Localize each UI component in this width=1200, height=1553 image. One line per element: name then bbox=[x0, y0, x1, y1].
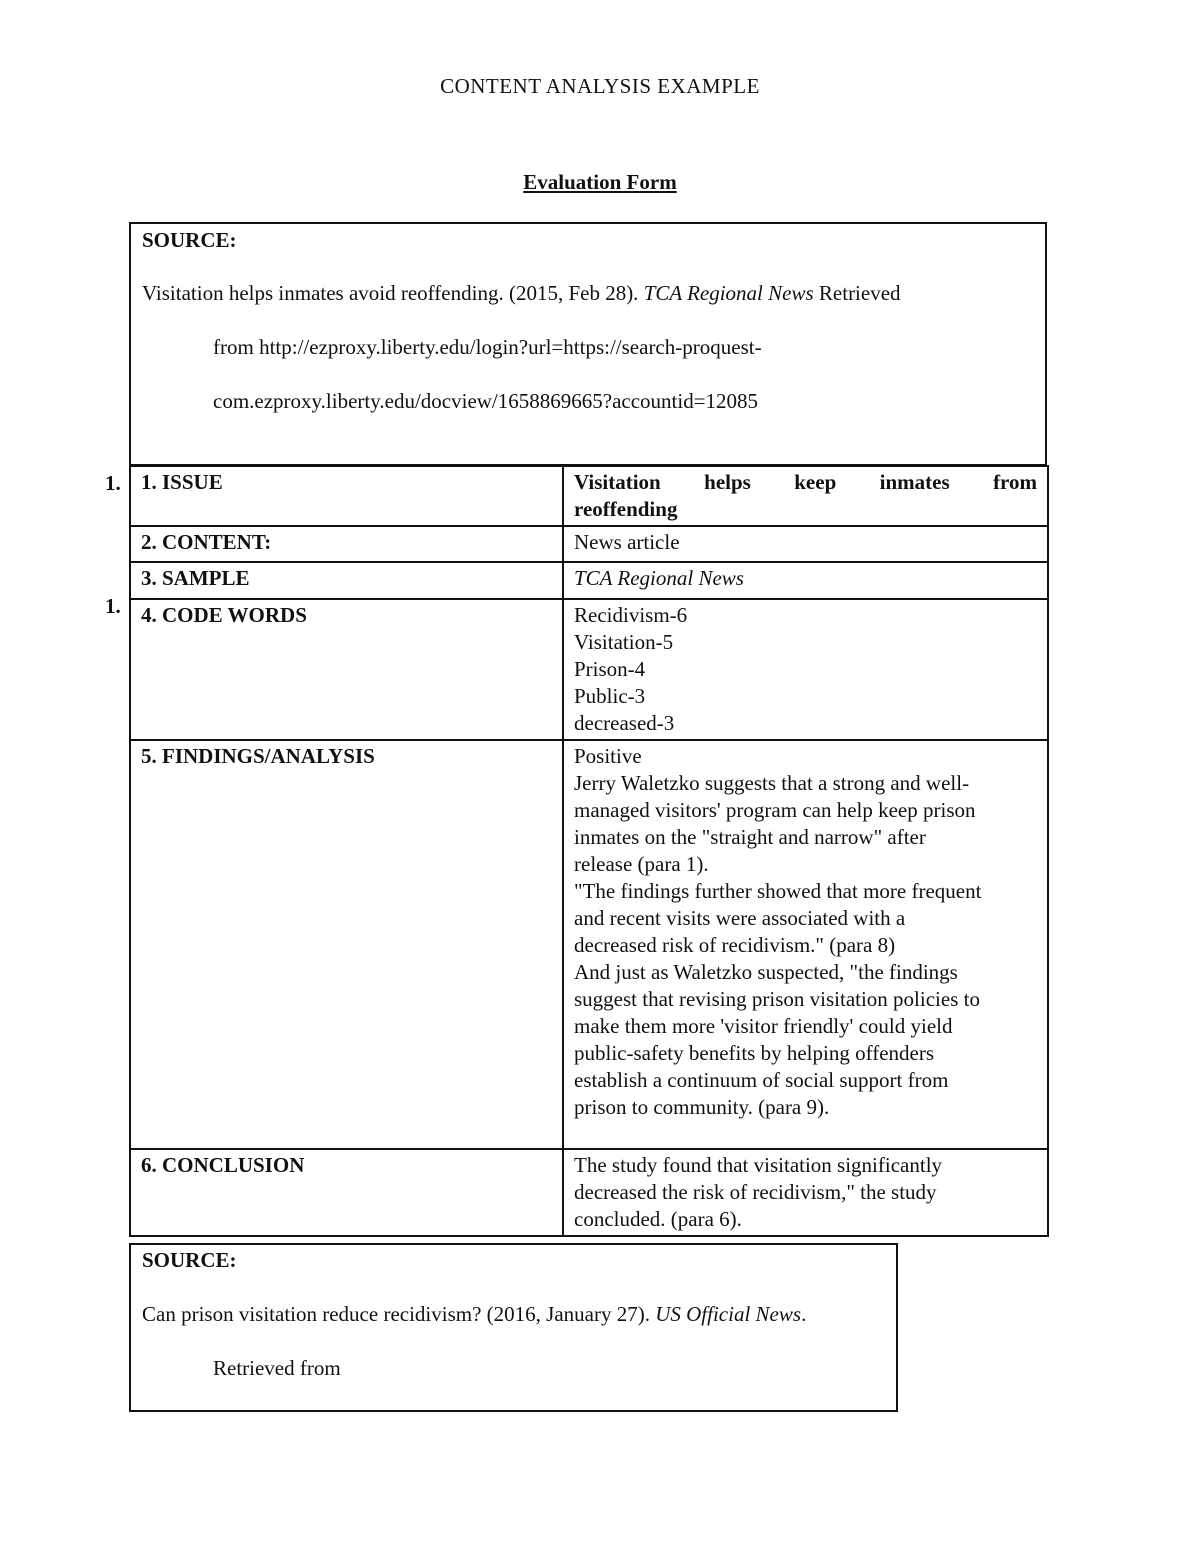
table-row-code-words bbox=[130, 599, 1048, 740]
findings-line: And just as Waletzko suspected, "the findings bbox=[574, 960, 958, 984]
source-box bbox=[129, 222, 1047, 466]
row-label-conclusion: 6. CONCLUSION bbox=[130, 1149, 563, 1236]
findings-line: "The findings further showed that more frequent bbox=[574, 879, 982, 903]
source-label: SOURCE: bbox=[142, 228, 237, 252]
source-url-line-2: com.ezproxy.liberty.edu/docview/1658869665?accountid=12085 bbox=[213, 389, 759, 413]
list-marker-issue: 1. bbox=[105, 471, 121, 495]
evaluation-table bbox=[129, 465, 1049, 1237]
row-value-findings bbox=[563, 740, 1048, 1149]
second-source-box bbox=[129, 1243, 898, 1412]
row-label-issue: 1. ISSUE bbox=[130, 466, 563, 526]
row-label-content: 2. CONTENT: bbox=[130, 526, 563, 562]
source-label: SOURCE: bbox=[142, 1248, 237, 1272]
findings-line: make them more 'visitor friendly' could yield bbox=[574, 1014, 953, 1038]
publication-name: US Official News bbox=[655, 1302, 802, 1326]
row-label-code-words: 4. CODE WORDS bbox=[130, 599, 563, 740]
source-url-line-1: from http://ezproxy.liberty.edu/login?url=https://search-proquest- bbox=[213, 335, 762, 359]
code-word: Public-3 bbox=[574, 684, 646, 708]
source-retrieved: Retrieved from bbox=[213, 1356, 341, 1380]
table-row-findings bbox=[130, 740, 1048, 1149]
table-row-issue bbox=[130, 466, 1048, 526]
source-citation: Visitation helps inmates avoid reoffending. (2015, Feb 28). TCA Regional News Retrieved bbox=[142, 281, 901, 305]
list-marker-code-words: 1. bbox=[105, 594, 121, 618]
table-row-conclusion bbox=[130, 1149, 1048, 1236]
code-word: decreased-3 bbox=[574, 711, 675, 735]
publication-name: TCA Regional News bbox=[643, 281, 814, 305]
code-word: Prison-4 bbox=[574, 657, 646, 681]
findings-line: release (para 1). bbox=[574, 852, 709, 876]
row-value-code-words bbox=[563, 599, 1048, 740]
findings-line: managed visitors' program can help keep prison bbox=[574, 798, 976, 822]
conclusion-line: concluded. (para 6). bbox=[574, 1207, 742, 1231]
findings-line: Positive bbox=[574, 744, 642, 768]
conclusion-line: The study found that visitation significantly bbox=[574, 1153, 943, 1177]
table-row-content bbox=[130, 526, 1048, 562]
conclusion-line: decreased the risk of recidivism," the study bbox=[574, 1180, 937, 1204]
findings-line: public-safety benefits by helping offenders bbox=[574, 1041, 935, 1065]
table-row-sample bbox=[130, 562, 1048, 599]
row-value-issue: Visitation helps keep inmates from reoffending bbox=[563, 466, 1048, 526]
row-value-conclusion bbox=[563, 1149, 1048, 1236]
code-word: Recidivism-6 bbox=[574, 603, 688, 627]
document-title: CONTENT ANALYSIS EXAMPLE bbox=[440, 74, 760, 98]
code-word: Visitation-5 bbox=[574, 630, 674, 654]
findings-line: Jerry Waletzko suggests that a strong and well- bbox=[574, 771, 970, 795]
findings-line: inmates on the "straight and narrow" after bbox=[574, 825, 926, 849]
row-label-sample: 3. SAMPLE bbox=[130, 562, 563, 599]
row-value-content: News article bbox=[563, 526, 1048, 562]
findings-line: decreased risk of recidivism." (para 8) bbox=[574, 933, 896, 957]
findings-line: suggest that revising prison visitation policies to bbox=[574, 987, 980, 1011]
source-citation: Can prison visitation reduce recidivism? (2016, January 27). US Official News. bbox=[142, 1302, 807, 1326]
row-value-sample: TCA Regional News bbox=[563, 562, 1048, 599]
findings-line: and recent visits were associated with a bbox=[574, 906, 906, 930]
row-label-findings: 5. FINDINGS/ANALYSIS bbox=[130, 740, 563, 1149]
form-subtitle: Evaluation Form bbox=[523, 170, 677, 194]
findings-line: establish a continuum of social support from bbox=[574, 1068, 949, 1092]
findings-line: prison to community. (para 9). bbox=[574, 1095, 830, 1119]
